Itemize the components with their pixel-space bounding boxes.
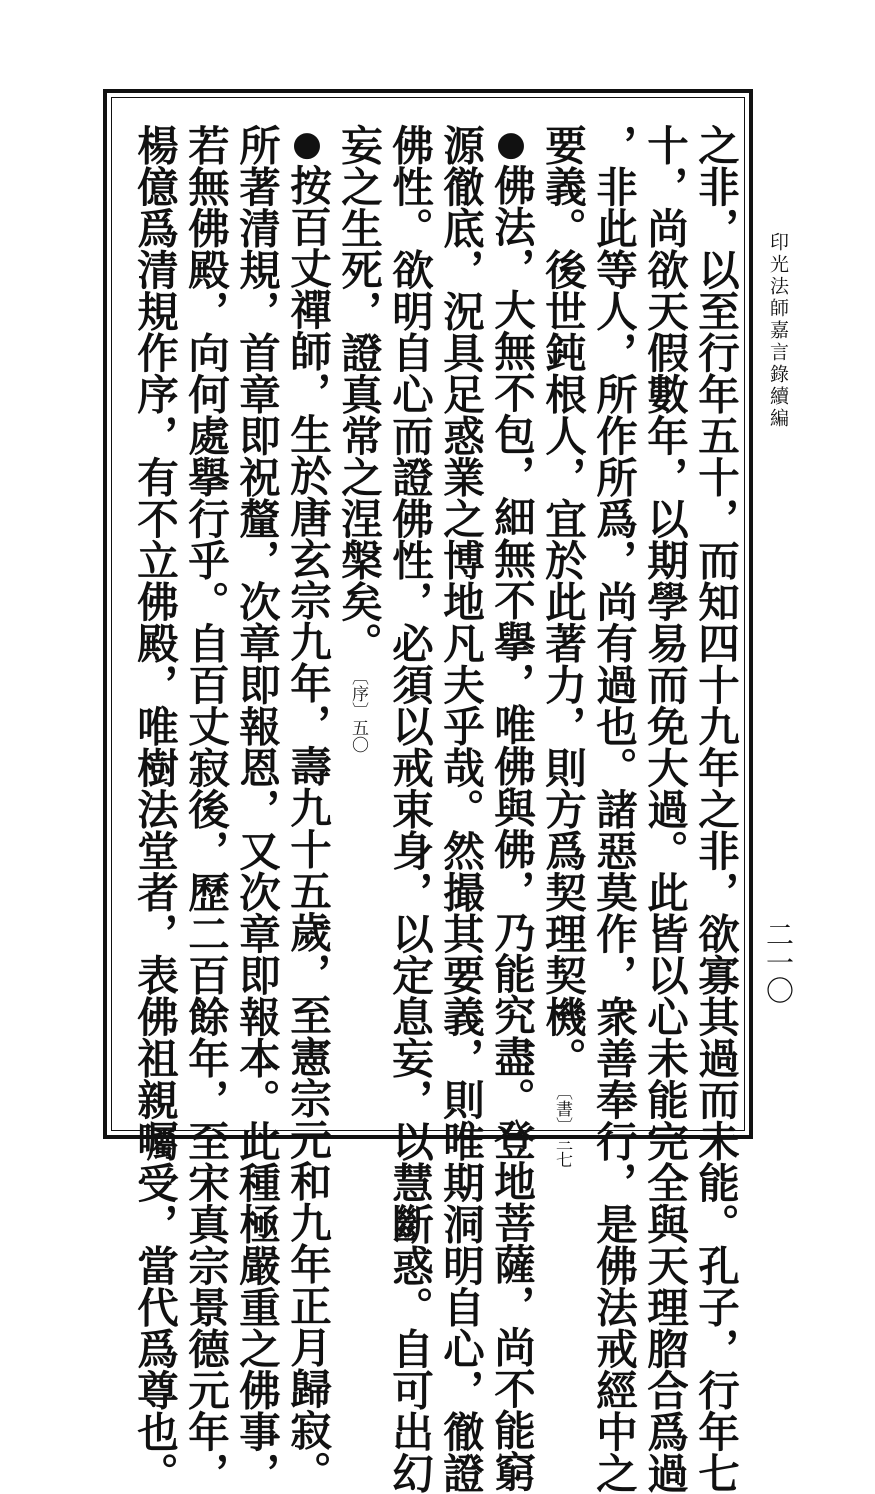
column-text: 楊億爲清規作序，有不立佛殿，唯樹法堂者，表佛祖親囑受，當代爲尊也。 <box>130 124 179 1494</box>
text-column <box>640 124 689 1494</box>
column-text: ，非此等人，所作所爲，尚有過也。諸惡莫作，衆善奉行，是佛法戒經中之 <box>589 124 638 1494</box>
bullet-icon: ● <box>287 124 327 164</box>
column-text: 按百丈禪師，生於唐玄宗九年，壽九十五歲，至憲宗元和九年正月歸寂。 <box>283 164 332 1492</box>
column-text: 要義。後世鈍根人，宜於此著力，則方爲契理契機。 <box>538 124 587 1079</box>
text-column <box>487 124 536 1492</box>
text-column <box>181 124 230 1494</box>
text-column <box>691 124 740 1494</box>
book-title: 印光法師嘉言錄續編 <box>767 232 789 430</box>
citation-note: 〔序〕五〇 <box>348 667 368 753</box>
text-column <box>436 124 485 1494</box>
text-column <box>283 124 332 1492</box>
column-text: 十，尚欲天假數年，以期學易而免大過。此皆以心未能完全與天理脗合爲過 <box>640 124 689 1494</box>
text-column <box>232 124 281 1494</box>
text-column <box>538 124 587 1168</box>
column-text: 妄之生死，證真常之涅槃矣。 <box>334 124 383 664</box>
column-text: 所著清規，首章即祝釐，次章即報恩，又次章即報本。此種極嚴重之佛事， <box>232 124 281 1494</box>
text-column <box>385 124 434 1494</box>
column-text: 佛性。欲明自心而證佛性，必須以戒束身，以定息妄，以慧斷惑。自可出幻 <box>385 124 434 1494</box>
bullet-icon: ● <box>491 124 531 164</box>
column-text: 佛法，大無不包，細無不擧，唯佛與佛，乃能究盡。登地菩薩，尚不能窮 <box>487 164 536 1492</box>
text-column <box>130 124 179 1494</box>
column-text: 之非，以至行年五十，而知四十九年之非，欲寡其過而未能。孔子，行年七 <box>691 124 740 1494</box>
text-column <box>589 124 638 1494</box>
column-text: 源徹底，況具足惑業之博地凡夫乎哉。然撮其要義，則唯期洞明自心，徹證 <box>436 124 485 1494</box>
citation-note: 〔書〕三七 <box>552 1082 572 1168</box>
text-column <box>335 124 381 1124</box>
column-text: 若無佛殿，向何處擧行乎。自百丈寂後，歷二百餘年，至宋真宗景德元年， <box>181 124 230 1494</box>
page-number: 二一〇 <box>762 920 795 1004</box>
